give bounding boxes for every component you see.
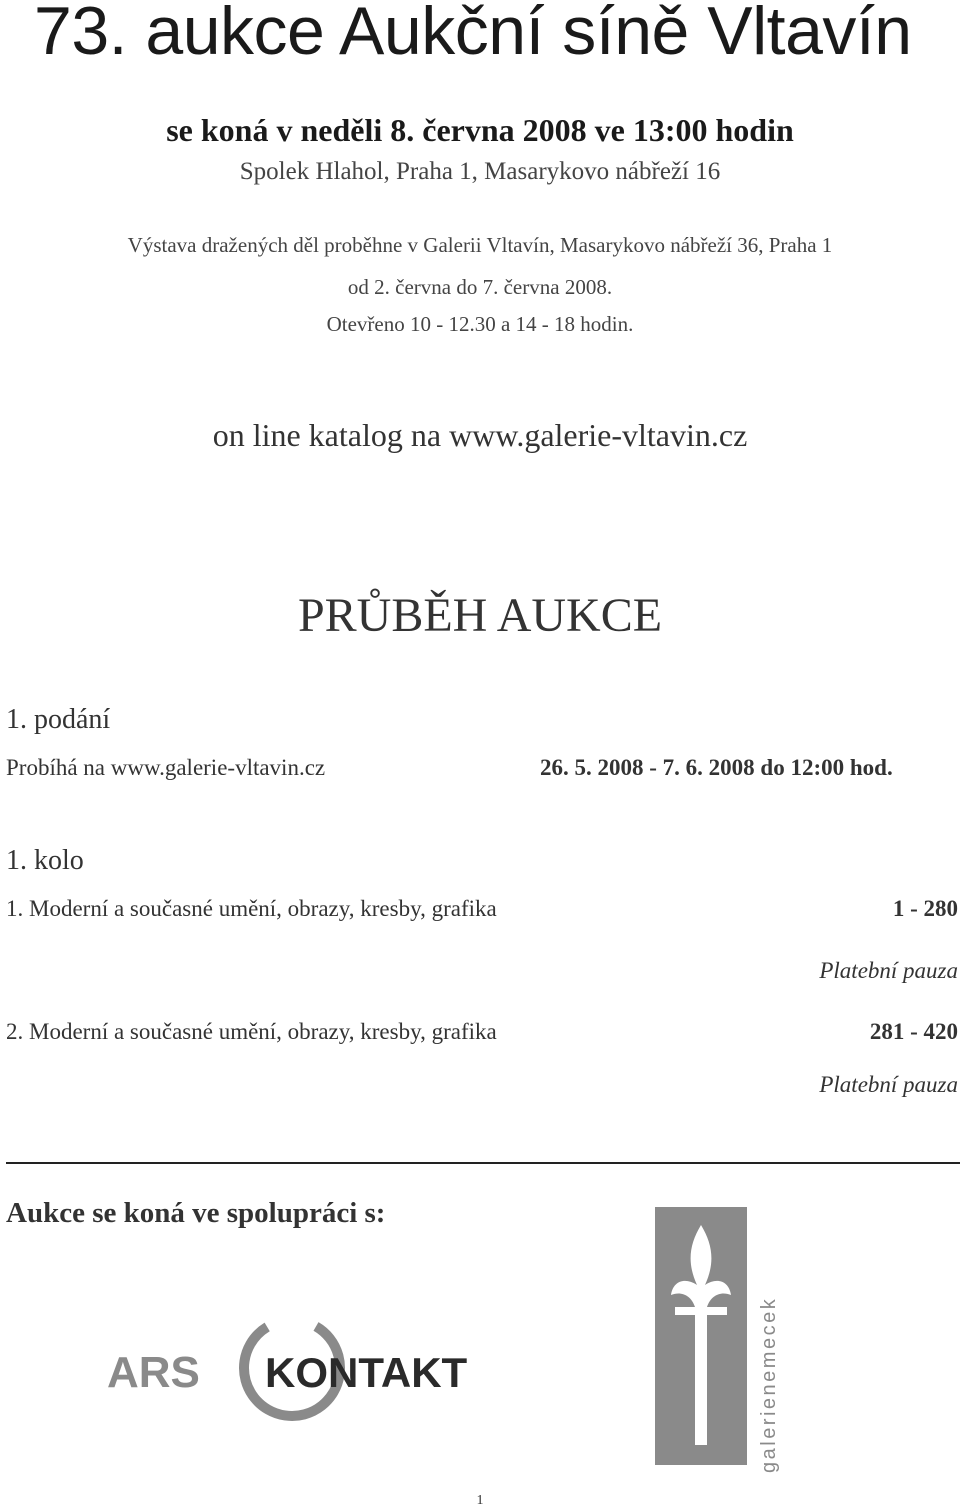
galerie-nemecek-logo [655, 1195, 795, 1480]
page-title: 73. aukce Aukční síně Vltavín [34, 0, 912, 69]
lot-group-label: 1. Moderní a současné umění, obrazy, kresby, grafika [6, 896, 497, 921]
gallery-logo-text: galerienemecek [758, 1296, 780, 1473]
divider [6, 1162, 960, 1164]
cooperation-heading: Aukce se koná ve spolupráci s: [6, 1197, 386, 1229]
lot-group-label: 2. Moderní a současné umění, obrazy, kresby, grafika [6, 1019, 497, 1044]
payment-pause: Platební pauza [819, 1072, 958, 1097]
first-bid-period: 26. 5. 2008 - 7. 6. 2008 do 12:00 hod. [540, 755, 893, 780]
exhibition-dates: od 2. června do 7. června 2008. [347, 275, 613, 299]
fleur-de-lis-band [675, 1307, 727, 1315]
lot-range: 281 - 420 [869, 1019, 958, 1044]
lot-range: 1 - 280 [892, 896, 958, 921]
section-title: PRŮBĚH AUKCE [297, 589, 663, 642]
kontakt-logo-word: KONTAKT [265, 1349, 468, 1396]
exhibition-hours: Otevřeno 10 - 12.30 a 14 - 18 hodin. [326, 312, 634, 336]
ars-kontakt-logo [105, 1315, 505, 1425]
first-bid-heading: 1. podání [6, 704, 111, 735]
ars-logo-word: ARS [107, 1348, 200, 1397]
page-number: 1 [476, 1493, 484, 1508]
auction-date: se koná v neděli 8. června 2008 ve 13:00 hodin [166, 112, 794, 148]
auction-venue: Spolek Hlahol, Praha 1, Masarykovo nábřeží 16 [239, 158, 721, 185]
first-bid-location: Probíhá na www.galerie-vltavin.cz [6, 755, 326, 780]
payment-pause: Platební pauza [819, 958, 958, 983]
online-catalog-note: on line katalog na www.galerie-vltavin.cz [212, 417, 748, 453]
round-heading: 1. kolo [6, 845, 84, 876]
exhibition-location: Výstava dražených děl proběhne v Galerii Vltavín, Masarykovo nábřeží 36, Praha 1 [127, 233, 833, 257]
